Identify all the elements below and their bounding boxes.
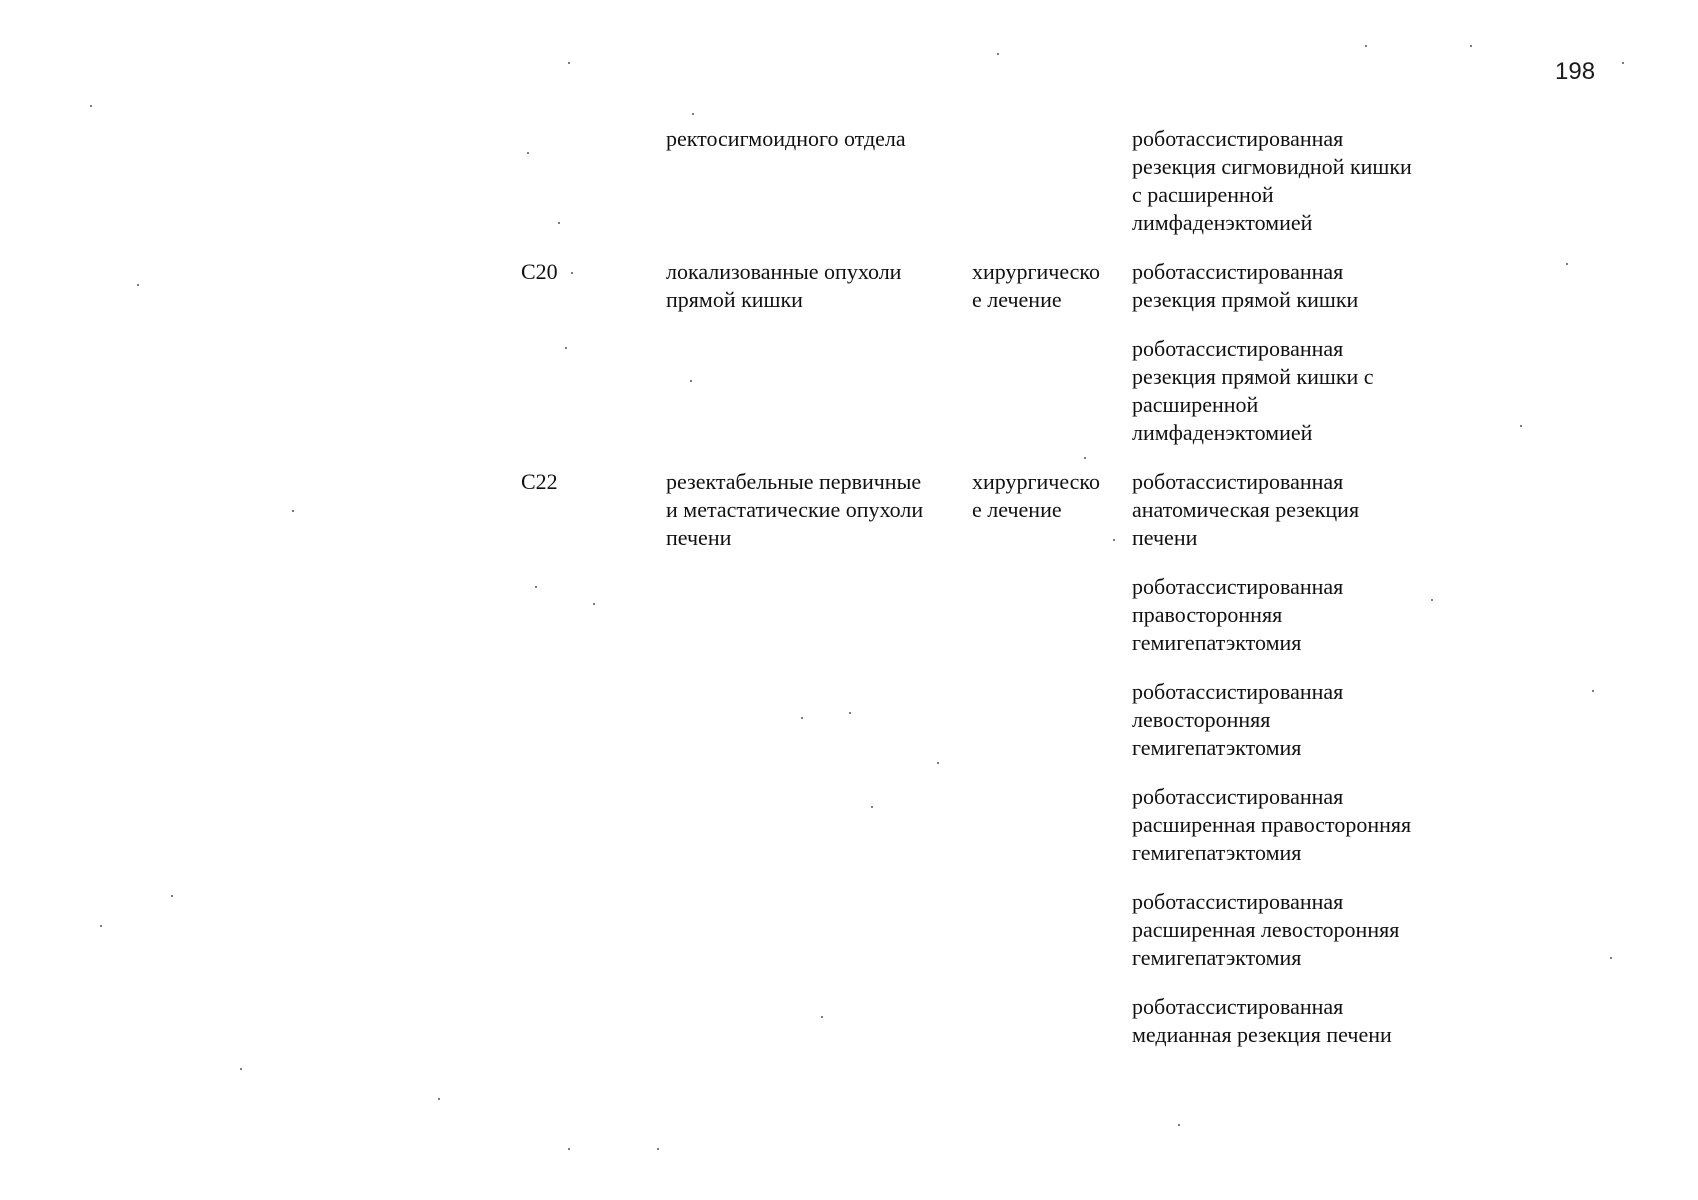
scan-speck (593, 603, 595, 605)
method-cell: роботассистированная правосторонняя гемигепатэктомия (1132, 574, 1344, 655)
scan-speck (1520, 425, 1522, 427)
scan-speck (571, 272, 573, 274)
method-cell: роботассистированная резекция сигмовидной кишки с расширенной лимфаденэктомией (1132, 126, 1412, 235)
method-cell: роботассистированная резекция прямой кишки с расширенной лимфаденэктомией (1132, 336, 1374, 445)
code-cell: C20 (521, 259, 558, 284)
scan-speck (1365, 45, 1367, 47)
scan-speck (801, 717, 803, 719)
scan-speck (137, 284, 139, 286)
diagnosis-cell: резектабельные первичные и метастатические опухоли печени (666, 469, 924, 550)
scan-speck (535, 586, 537, 588)
scan-speck (1084, 457, 1086, 459)
scan-speck (1178, 1124, 1180, 1126)
scan-speck (690, 380, 692, 382)
method-cell: роботассистированная левосторонняя гемигепатэктомия (1132, 679, 1344, 760)
scan-speck (527, 152, 529, 154)
method-cell: роботассистированная расширенная правосторонняя гемигепатэктомия (1132, 784, 1412, 865)
page-number: 198 (1555, 58, 1596, 85)
scan-speck (558, 222, 560, 224)
scan-speck (1610, 957, 1612, 959)
diagnosis-cell: ректосигмоидного отдела (666, 126, 906, 151)
method-cell: роботассистированная резекция прямой кишки (1132, 259, 1359, 312)
scan-speck (565, 347, 567, 349)
treatment-cell: хирургическо е лечение (972, 259, 1100, 312)
treatment-cell: хирургическо е лечение (972, 469, 1100, 522)
scan-speck (997, 53, 999, 55)
scan-speck (1470, 45, 1472, 47)
scan-speck (171, 895, 173, 897)
scan-speck (1431, 599, 1433, 601)
method-cell: роботассистированная анатомическая резекция печени (1132, 469, 1360, 550)
scan-speck (568, 62, 570, 64)
method-cell: роботассистированная медианная резекция печени (1132, 994, 1392, 1047)
method-cell: роботассистированная расширенная левосторонняя гемигепатэктомия (1132, 889, 1400, 970)
scan-speck (438, 1098, 440, 1100)
scan-speck (90, 105, 92, 107)
scan-speck (849, 712, 851, 714)
scan-speck (240, 1068, 242, 1070)
scan-speck (937, 762, 939, 764)
diagnosis-cell: локализованные опухоли прямой кишки (666, 259, 902, 312)
scan-speck (292, 510, 294, 512)
code-cell: C22 (521, 469, 558, 494)
scan-speck (821, 1016, 823, 1018)
scan-speck (1622, 62, 1624, 64)
scan-speck (1566, 263, 1568, 265)
scan-speck (1592, 690, 1594, 692)
scan-speck (657, 1148, 659, 1150)
scan-speck (871, 806, 873, 808)
scan-speck (692, 113, 694, 115)
scan-speck (100, 925, 102, 927)
scan-speck (1113, 539, 1115, 541)
scan-speck (568, 1148, 570, 1150)
